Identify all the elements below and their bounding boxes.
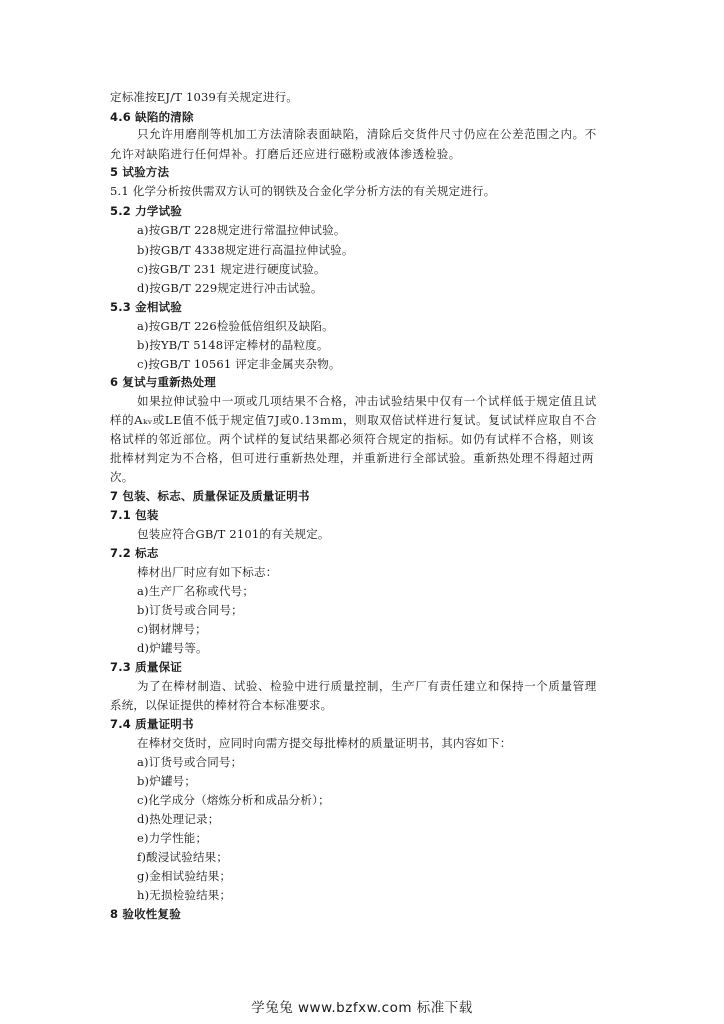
list-item: a)按GB/T 228规定进行常温拉伸试验。 [137,223,346,237]
section-heading: 5.3 金相试验 [110,300,182,314]
section-heading: 7.3 质量保证 [110,660,182,674]
list-item: c)钢材牌号； [137,622,207,636]
list-item: c)按GB/T 10561 评定非金属夹杂物。 [137,357,341,371]
section-heading: 6 复试与重新热处理 [110,375,217,389]
text-line: 批棒材判定为不合格，但可进行重新热处理，并重新进行全部试验。重新热处理不得超过两 [110,451,594,465]
text-line: 样的Aₖᵥ或LE值不低于规定值7J或0.13mm，则取双倍试样进行复试。复试试样应取自不合 [110,413,598,427]
list-item: c)化学成分（熔炼分析和成品分析）； [137,793,330,807]
list-item: b)订货号或合同号； [137,603,243,617]
text-line: 为了在棒材制造、试验、检验中进行质量控制，生产厂有责任建立和保持一个质量管理 [137,679,597,693]
text-line: 定标准按EJ/T 1039有关规定进行。 [110,90,298,104]
list-item: b)按YB/T 5148评定棒材的晶粒度。 [137,338,329,352]
section-heading: 7.1 包装 [110,508,159,522]
section-heading: 5 试验方法 [110,165,170,179]
text-line: 允许对缺陷进行任何焊补。打磨后还应进行磁粉或液体渗透检验。 [110,147,461,161]
list-item: d)炉罐号等。 [137,641,208,655]
list-item: f)酸浸试验结果； [137,850,229,864]
list-item: b)按GB/T 4338规定进行高温拉伸试验。 [137,243,354,257]
list-item: a)按GB/T 226检验低倍组织及缺陷。 [137,319,334,333]
text-line: 棒材出厂时应有如下标志： [137,565,278,579]
footer-watermark: 学兔兔 www.bzfxw.com 标准下载 [251,1000,473,1016]
text-line: 次。 [110,470,134,484]
section-heading: 4.6 缺陷的清除 [110,110,194,124]
text-line: 包装应符合GB/T 2101的有关规定。 [137,527,330,541]
text-line: 5.1 化学分析按供需双方认可的钢铁及合金化学分析方法的有关规定进行。 [110,184,496,198]
text-line: 系统，以保证提供的棒材符合本标准要求。 [110,698,333,712]
section-heading: 7.2 标志 [110,546,159,560]
list-item: c)按GB/T 231 规定进行硬度试验。 [137,262,326,276]
list-item: a)订货号或合同号； [137,755,243,769]
list-item: b)炉罐号； [137,774,197,788]
section-heading: 7.4 质量证明书 [110,717,194,731]
text-line: 在棒材交货时，应同时向需方提交每批棒材的质量证明书，其内容如下： [137,736,512,750]
text-line: 如果拉伸试验中一项或几项结果不合格，冲击试验结果中仅有一个试样低于规定值且试 [137,394,597,408]
section-heading: 5.2 力学试验 [110,204,182,218]
text-line: 只允许用磨削等机加工方法清除表面缺陷，清除后交货件尺寸仍应在公差范围之内。不 [137,127,597,141]
section-heading: 8 验收性复验 [110,907,181,921]
text-line: 格试样的邻近部位。两个试样的复试结果都必须符合规定的指标。如仍有试样不合格，则该 [110,432,594,446]
list-item: g)金相试验结果； [137,869,232,883]
list-item: h)无损检验结果； [137,888,232,902]
list-item: e)力学性能； [137,831,208,845]
list-item: d)热处理记录； [137,812,220,826]
list-item: a)生产厂名称或代号； [137,584,255,598]
section-heading: 7 包装、标志、质量保证及质量证明书 [110,489,310,503]
list-item: d)按GB/T 229规定进行冲击试验。 [137,281,323,295]
